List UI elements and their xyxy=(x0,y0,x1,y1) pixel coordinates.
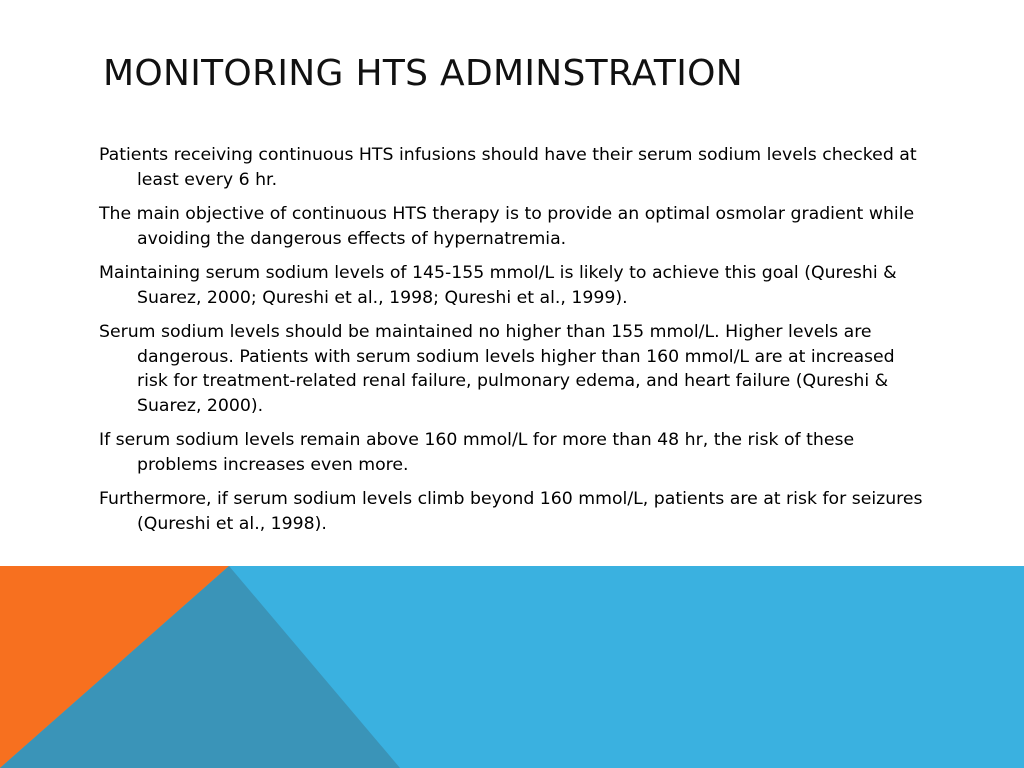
slide-title: MONITORING HTS ADMINSTRATION xyxy=(103,53,743,94)
bullet-item: If serum sodium levels remain above 160 mmol/L for more than 48 hr, the risk of these problems increases even more. xyxy=(99,430,855,475)
bullet-item: Serum sodium levels should be maintained no higher than 155 mmol/L. Higher levels are dangerous. Patients with serum sodium levels higher than 160 mmol/L are at increased risk for treatment-related renal failure, pulmonary edema, and heart failure (Qureshi & Suarez, 2000). xyxy=(99,322,895,416)
bullet-list xyxy=(99,143,929,546)
bullet-item: Maintaining serum sodium levels of 145-155 mmol/L is likely to achieve this goal (Qureshi & Suarez, 2000; Qureshi et al., 1998; Qureshi et al., 1999). xyxy=(99,263,897,308)
decorative-color-band xyxy=(0,566,1024,768)
bullet-item: The main objective of continuous HTS therapy is to provide an optimal osmolar gradient while avoiding the dangerous effects of hypernatremia. xyxy=(99,204,915,249)
bullet-item: Furthermore, if serum sodium levels climb beyond 160 mmol/L, patients are at risk for seizures (Qureshi et al., 1998). xyxy=(99,489,923,534)
bullet-item: Patients receiving continuous HTS infusions should have their serum sodium levels checked at least every 6 hr. xyxy=(99,145,917,190)
